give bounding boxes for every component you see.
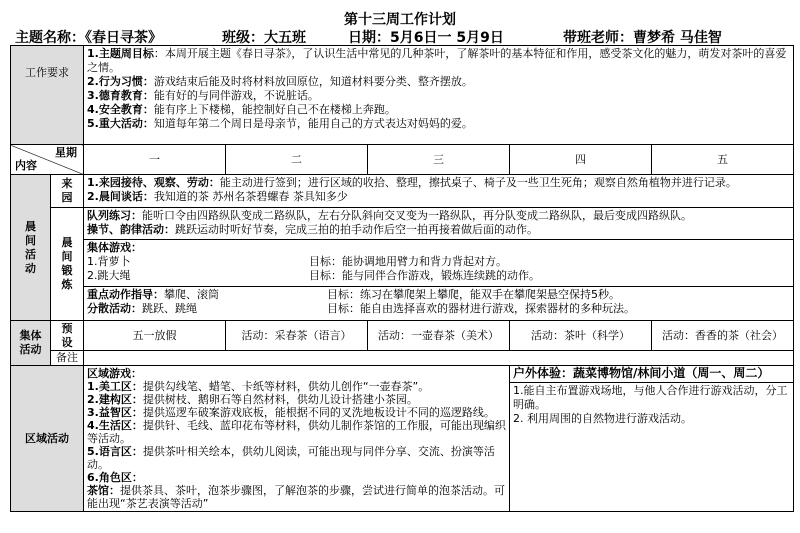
group-game-head: 集体游戏： — [87, 241, 142, 254]
rhythm-text: 跳跃运动时听好节奏，完成三拍的拍手动作后空一拍再接着做后面的动作。 — [175, 223, 538, 236]
page-title: 第十三周工作计划 — [344, 12, 456, 28]
queue-head: 队列练习： — [87, 209, 142, 222]
area-item-text: 提供茶具、茶叶，泡茶步骤图，了解泡茶的步骤，尝试进行简单的泡茶活动。可能出现“茶艺表演等活动” — [87, 484, 505, 510]
game-goal: 目标：能协调地用臂力和背力背起对方。 — [309, 255, 507, 268]
requirement-item — [87, 89, 790, 103]
requirement-item — [87, 75, 790, 89]
morning-label: 晨间活动 — [11, 175, 51, 321]
arrival-row — [11, 175, 794, 208]
requirement-text: 能有好的与同伴游戏，不说脏话。 — [153, 89, 319, 102]
free-text: 跳跃、跳绳 — [142, 302, 197, 315]
activity-wed: 活动：一壶春茶（美术） — [368, 321, 510, 351]
activity-mon: 五一放假 — [84, 321, 226, 351]
free-head: 分散活动： — [87, 302, 142, 315]
group-label: 集体活动 — [11, 321, 51, 366]
area-item-head: 茶馆： — [87, 484, 120, 497]
game-item: 1.背萝卜 — [87, 255, 131, 268]
key-text: 攀爬、滚筒 — [164, 288, 219, 301]
area-item-head: 1.美工区： — [87, 380, 143, 393]
key-goal: 目标：练习在攀爬架上攀爬，能双手在攀爬架悬空保持5秒。 — [327, 288, 620, 301]
exercise-label: 晨间锻炼 — [51, 208, 84, 321]
exercise-content — [84, 208, 794, 287]
exercise-row — [11, 208, 794, 287]
requirement-head: 1.主题周目标 — [87, 47, 154, 60]
requirement-head: 4.安全教育： — [87, 103, 154, 116]
class-name: 班级：大五班 — [222, 30, 306, 46]
weekday-tue: 二 — [226, 145, 368, 175]
area-item-head: 2.建构区： — [87, 393, 143, 406]
talk-text: 我知道的茶 苏州名茶碧螺春 茶具知多少 — [153, 190, 348, 203]
note-row — [11, 351, 794, 366]
area-label: 区域活动 — [11, 366, 84, 512]
key-action-content — [84, 287, 794, 321]
arrival-content — [84, 175, 794, 208]
group-activity-row — [11, 321, 794, 351]
key-action-row — [11, 287, 794, 321]
requirement-text: 游戏结束后能及时将材料放回原位，知道材料要分类、整齐摆放。 — [153, 75, 473, 88]
area-item-head: 5.语言区： — [87, 445, 143, 458]
theme-name: 主题名称：《春日寻茶》 — [15, 30, 162, 46]
requirement-text: 能有序上下楼梯，能控制好自己不在楼梯上奔跑。 — [153, 103, 396, 116]
weekday-mon: 一 — [84, 145, 226, 175]
weekday-thu: 四 — [510, 145, 652, 175]
area-item-text: 提供茶叶相关绘本，供幼儿阅读，可能出现与同伴分享、交流、扮演等活动。 — [87, 445, 495, 471]
plan-table — [10, 45, 794, 512]
weekday-row — [11, 145, 794, 175]
area-item-head: 4.生活区： — [87, 419, 143, 432]
game-item: 2.跳大绳 — [87, 269, 131, 282]
activity-thu: 活动：茶叶（科学） — [510, 321, 652, 351]
note-label: 备注 — [51, 351, 84, 366]
outdoor-content — [510, 366, 794, 512]
area-item-text: 提供针、毛线、蓝印花布等材料，供幼儿制作茶馆的工作服，可能出现编织等活动。 — [87, 419, 506, 445]
requirements-row — [11, 46, 794, 145]
area-item-head: 3.益智区： — [87, 406, 143, 419]
rhythm-head: 操节、韵律活动： — [87, 223, 175, 236]
weekday-corner — [11, 145, 84, 175]
queue-text: 能听口令由四路纵队变成二路纵队，左右分队斜向交叉变为一路纵队，再分队变成二路纵队，最后变成四路纵队。 — [142, 209, 692, 222]
arrival-head: 1.来园接待、观察、劳动： — [87, 176, 220, 189]
free-goal: 目标：能自由选择喜欢的器材进行游戏，探索器材的多种玩法。 — [327, 302, 635, 315]
area-item-text: 提供巡逻车破案游戏底板，能根据不同的叉洗地板设计不同的巡逻路线。 — [142, 406, 495, 419]
area-row — [11, 366, 794, 512]
corner-content: 内容 — [15, 159, 37, 172]
outdoor-item: 1.能自主布置游戏场地，与他人合作进行游戏活动，分工明确。 — [513, 384, 788, 411]
note-content — [84, 351, 794, 366]
activity-fri: 活动：香香的茶（社会） — [652, 321, 794, 351]
outdoor-item: 2. 利用周围的自然物进行游戏活动。 — [513, 412, 692, 425]
teachers: 带班老师：曹梦希 马佳智 — [563, 30, 722, 46]
weekday-wed: 三 — [368, 145, 510, 175]
activity-tue: 活动：采春茶（语言） — [226, 321, 368, 351]
area-content — [84, 366, 510, 512]
requirement-text: 知道每年第二个周日是母亲节，能用自己的方式表达对妈妈的爱。 — [153, 117, 473, 130]
arrival-text: 能主动进行签到；进行区域的收拾、整理，擦拭桌子、椅子及一些卫生死角；观察自然角植物并进行记录。 — [219, 176, 737, 189]
requirement-head: 3.德育教育： — [87, 89, 154, 102]
requirement-head: 2.行为习惯： — [87, 75, 154, 88]
area-item-head: 6.角色区： — [87, 471, 143, 484]
requirement-text: ：本周开展主题《春日寻茶》，了认识生活中常见的几种茶叶，了解茶叶的基本特征和作用，感受茶文化的魅力，萌发对茶叶的喜爱之情。 — [87, 47, 787, 74]
requirements-content — [84, 46, 794, 145]
corner-weekday: 星期 — [55, 146, 77, 159]
requirements-label: 工作要求 — [11, 46, 84, 145]
requirement-item — [87, 103, 790, 117]
preset-label: 预设 — [51, 321, 84, 351]
date-range: 日期：5月6日一 5月9日 — [348, 30, 504, 46]
area-item-text: 提供勾线笔、蜡笔、卡纸等材料，供幼儿创作“一壶春茶”。 — [142, 380, 430, 393]
requirement-item — [87, 47, 790, 75]
key-head: 重点动作指导： — [87, 288, 164, 301]
talk-head: 2.晨间谈话： — [87, 190, 154, 203]
weekday-fri: 五 — [652, 145, 794, 175]
arrival-label: 来园 — [51, 175, 84, 208]
area-item-text: 提供树枝、鹅卵石等自然材料，供幼儿设计搭建小茶园。 — [142, 393, 418, 406]
area-head: 区域游戏： — [87, 367, 142, 380]
game-goal: 目标：能与同伴合作游戏，锻炼连续跳的动作。 — [309, 269, 540, 282]
requirement-head: 5.重大活动： — [87, 117, 154, 130]
outdoor-head: 户外体验：蔬菜博物馆/林间小道（周一、周二） — [513, 366, 770, 380]
requirement-item — [87, 117, 790, 131]
